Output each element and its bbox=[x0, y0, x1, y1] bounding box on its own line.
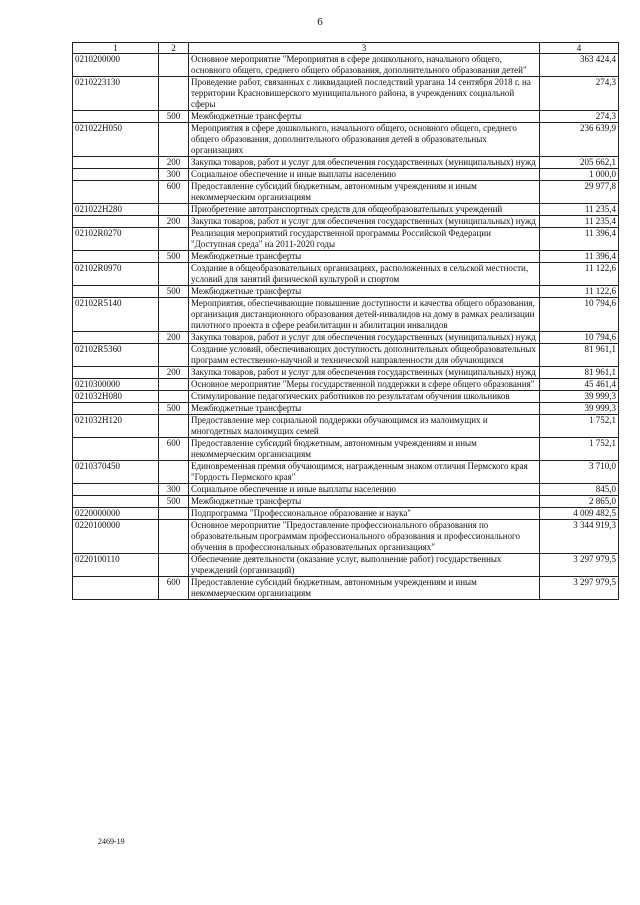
row-code bbox=[73, 367, 159, 379]
row-amount: 39 999,3 bbox=[540, 391, 619, 403]
row-amount: 274,3 bbox=[540, 77, 619, 111]
row-expense-type bbox=[159, 508, 189, 520]
row-name: Закупка товаров, работ и услуг для обеспечения государственных (муниципальных) нужд bbox=[189, 157, 540, 169]
row-code: 0210200000 bbox=[73, 54, 159, 77]
row-expense-type: 500 bbox=[159, 111, 189, 123]
table-row bbox=[73, 367, 619, 379]
row-name: Предоставление субсидий бюджетным, автономным учреждениям и иным некоммерческим организациям bbox=[189, 577, 540, 600]
row-name: Основное мероприятие "Мероприятия в сфере дошкольного, начального общего, основного общего, среднего общего образования, дополнительного образования детей" bbox=[189, 54, 540, 77]
row-expense-type bbox=[159, 123, 189, 157]
row-expense-type bbox=[159, 228, 189, 251]
row-amount: 11 122,6 bbox=[540, 286, 619, 298]
row-amount: 11 235,4 bbox=[540, 204, 619, 216]
table-row bbox=[73, 123, 619, 157]
row-amount: 11 396,4 bbox=[540, 251, 619, 263]
row-name: Обеспечение деятельности (оказание услуг, выполнение работ) государственных учреждений (организаций) bbox=[189, 554, 540, 577]
header-name: 3 bbox=[189, 43, 540, 54]
table-row bbox=[73, 263, 619, 286]
row-amount: 3 297 979,5 bbox=[540, 577, 619, 600]
table-row bbox=[73, 216, 619, 228]
row-expense-type: 600 bbox=[159, 438, 189, 461]
row-code bbox=[73, 496, 159, 508]
row-expense-type bbox=[159, 415, 189, 438]
row-name: Создание условий, обеспечивающих доступность дополнительных общеобразовательных программ естественно-научной и технической направленности для обучающихся bbox=[189, 344, 540, 367]
header-code: 1 bbox=[73, 43, 159, 54]
table-row bbox=[73, 332, 619, 344]
table-row bbox=[73, 415, 619, 438]
row-code bbox=[73, 403, 159, 415]
row-amount: 274,3 bbox=[540, 111, 619, 123]
row-expense-type bbox=[159, 344, 189, 367]
table-row bbox=[73, 181, 619, 204]
table-row bbox=[73, 169, 619, 181]
table-row bbox=[73, 554, 619, 577]
row-amount: 363 424,4 bbox=[540, 54, 619, 77]
table-row bbox=[73, 484, 619, 496]
document-code: 2469-19 bbox=[98, 837, 125, 846]
table-row bbox=[73, 508, 619, 520]
table-row bbox=[73, 438, 619, 461]
row-expense-type bbox=[159, 263, 189, 286]
row-expense-type: 600 bbox=[159, 577, 189, 600]
row-name: Единовременная премия обучающимся, награжденным знаком отличия Пермского края "Гордость Пермского края" bbox=[189, 461, 540, 484]
row-amount: 10 794,6 bbox=[540, 332, 619, 344]
row-name: Межбюджетные трансферты bbox=[189, 496, 540, 508]
row-amount: 845,0 bbox=[540, 484, 619, 496]
page-number: 6 bbox=[317, 16, 323, 28]
table-row bbox=[73, 54, 619, 77]
row-name: Мероприятия, обеспечивающие повышение доступности и качества общего образования, организация дистанционного образования детей-инвалидов на дому в рамках реализации пилотного проекта в сфере реабилитации и абилитации инвалидов bbox=[189, 298, 540, 332]
row-name: Стимулирование педагогических работников по результатам обучения школьников bbox=[189, 391, 540, 403]
row-name: Закупка товаров, работ и услуг для обеспечения государственных (муниципальных) нужд bbox=[189, 216, 540, 228]
row-name: Межбюджетные трансферты bbox=[189, 251, 540, 263]
row-name: Проведение работ, связанных с ликвидацией последствий урагана 14 сентября 2018 г. на территории Красновишерского муниципального района, в учреждениях социальной сферы bbox=[189, 77, 540, 111]
row-name: Мероприятия в сфере дошкольного, начального общего, основного общего, среднего общего образования, дополнительного образования детей в образовательных организациях bbox=[189, 123, 540, 157]
row-code: 0210223130 bbox=[73, 77, 159, 111]
row-code bbox=[73, 577, 159, 600]
row-amount: 11 396,4 bbox=[540, 228, 619, 251]
row-name: Закупка товаров, работ и услуг для обеспечения государственных (муниципальных) нужд bbox=[189, 332, 540, 344]
row-code: 0220000000 bbox=[73, 508, 159, 520]
row-amount: 236 639,9 bbox=[540, 123, 619, 157]
table-row bbox=[73, 344, 619, 367]
row-expense-type bbox=[159, 391, 189, 403]
table-row bbox=[73, 379, 619, 391]
table-row bbox=[73, 204, 619, 216]
row-name: Межбюджетные трансферты bbox=[189, 403, 540, 415]
row-name: Предоставление мер социальной поддержки обучающимся из малоимущих и многодетных малоимущих семей bbox=[189, 415, 540, 438]
row-name: Основное мероприятие "Предоставление профессионального образования по образовательным программам профессионального образования и профессионального обучения в профессиональных образовательных организациях" bbox=[189, 520, 540, 554]
row-code: 0220100000 bbox=[73, 520, 159, 554]
row-expense-type bbox=[159, 379, 189, 391]
header-amount: 4 bbox=[540, 43, 619, 54]
row-amount: 81 961,1 bbox=[540, 344, 619, 367]
row-amount: 45 461,4 bbox=[540, 379, 619, 391]
row-amount: 3 297 979,5 bbox=[540, 554, 619, 577]
row-name: Создание в общеобразовательных организациях, расположенных в сельской местности, условий для занятий физической культурой и спортом bbox=[189, 263, 540, 286]
row-expense-type: 200 bbox=[159, 216, 189, 228]
row-expense-type bbox=[159, 298, 189, 332]
row-amount: 11 235,4 bbox=[540, 216, 619, 228]
table-row bbox=[73, 298, 619, 332]
row-amount: 3 344 919,3 bbox=[540, 520, 619, 554]
row-name: Межбюджетные трансферты bbox=[189, 111, 540, 123]
row-name: Приобретение автотранспортных средств для общеобразовательных учреждений bbox=[189, 204, 540, 216]
row-expense-type bbox=[159, 204, 189, 216]
row-name: Реализация мероприятий государственной программы Российской Федерации "Доступная среда" на 2011-2020 годы bbox=[189, 228, 540, 251]
table-row bbox=[73, 577, 619, 600]
table-row bbox=[73, 228, 619, 251]
row-code: 02102R5140 bbox=[73, 298, 159, 332]
row-code bbox=[73, 332, 159, 344]
table-row bbox=[73, 157, 619, 169]
row-code: 021022Н280 bbox=[73, 204, 159, 216]
table-row bbox=[73, 520, 619, 554]
table-row bbox=[73, 77, 619, 111]
row-amount: 1 752,1 bbox=[540, 438, 619, 461]
row-code: 0220100110 bbox=[73, 554, 159, 577]
row-code bbox=[73, 438, 159, 461]
row-expense-type: 300 bbox=[159, 484, 189, 496]
row-code bbox=[73, 181, 159, 204]
table-body bbox=[73, 54, 619, 600]
row-amount: 39 999,3 bbox=[540, 403, 619, 415]
row-expense-type bbox=[159, 54, 189, 77]
row-expense-type: 500 bbox=[159, 286, 189, 298]
table-row bbox=[73, 496, 619, 508]
row-code: 0210300000 bbox=[73, 379, 159, 391]
row-code bbox=[73, 286, 159, 298]
row-expense-type: 200 bbox=[159, 367, 189, 379]
row-expense-type: 500 bbox=[159, 403, 189, 415]
row-amount: 1 000,0 bbox=[540, 169, 619, 181]
table-row bbox=[73, 391, 619, 403]
table-row bbox=[73, 251, 619, 263]
row-code bbox=[73, 169, 159, 181]
row-name: Социальное обеспечение и иные выплаты населению bbox=[189, 169, 540, 181]
row-expense-type bbox=[159, 77, 189, 111]
row-code: 021032Н080 bbox=[73, 391, 159, 403]
row-name: Предоставление субсидий бюджетным, автономным учреждениям и иным некоммерческим организациям bbox=[189, 438, 540, 461]
row-expense-type: 500 bbox=[159, 251, 189, 263]
row-code: 02102R0970 bbox=[73, 263, 159, 286]
row-amount: 29 977,8 bbox=[540, 181, 619, 204]
row-expense-type bbox=[159, 520, 189, 554]
row-expense-type: 200 bbox=[159, 332, 189, 344]
row-name: Подпрограмма "Профессиональное образование и наука" bbox=[189, 508, 540, 520]
row-amount: 11 122,6 bbox=[540, 263, 619, 286]
row-expense-type: 200 bbox=[159, 157, 189, 169]
row-amount: 1 752,1 bbox=[540, 415, 619, 438]
row-code bbox=[73, 111, 159, 123]
row-name: Межбюджетные трансферты bbox=[189, 286, 540, 298]
table-row bbox=[73, 403, 619, 415]
row-expense-type bbox=[159, 554, 189, 577]
row-code: 02102R5360 bbox=[73, 344, 159, 367]
table-row bbox=[73, 461, 619, 484]
row-name: Предоставление субсидий бюджетным, автономным учреждениям и иным некоммерческим организациям bbox=[189, 181, 540, 204]
row-amount: 81 961,1 bbox=[540, 367, 619, 379]
row-code: 02102R0270 bbox=[73, 228, 159, 251]
row-expense-type bbox=[159, 461, 189, 484]
row-expense-type: 500 bbox=[159, 496, 189, 508]
row-code bbox=[73, 216, 159, 228]
row-expense-type: 600 bbox=[159, 181, 189, 204]
budget-table bbox=[72, 42, 619, 600]
row-name: Закупка товаров, работ и услуг для обеспечения государственных (муниципальных) нужд bbox=[189, 367, 540, 379]
row-code: 0210370450 bbox=[73, 461, 159, 484]
header-expense-type: 2 bbox=[159, 43, 189, 54]
row-code: 021032Н120 bbox=[73, 415, 159, 438]
row-code bbox=[73, 157, 159, 169]
row-amount: 4 009 482,5 bbox=[540, 508, 619, 520]
row-amount: 3 710,0 bbox=[540, 461, 619, 484]
table-row bbox=[73, 111, 619, 123]
row-amount: 205 662,1 bbox=[540, 157, 619, 169]
row-expense-type: 300 bbox=[159, 169, 189, 181]
row-code: 021022Н050 bbox=[73, 123, 159, 157]
table-header-row bbox=[73, 43, 619, 54]
row-name: Социальное обеспечение и иные выплаты населению bbox=[189, 484, 540, 496]
row-name: Основное мероприятие "Меры государственной поддержки в сфере общего образования" bbox=[189, 379, 540, 391]
row-amount: 2 865,0 bbox=[540, 496, 619, 508]
table-row bbox=[73, 286, 619, 298]
row-amount: 10 794,6 bbox=[540, 298, 619, 332]
row-code bbox=[73, 251, 159, 263]
row-code bbox=[73, 484, 159, 496]
